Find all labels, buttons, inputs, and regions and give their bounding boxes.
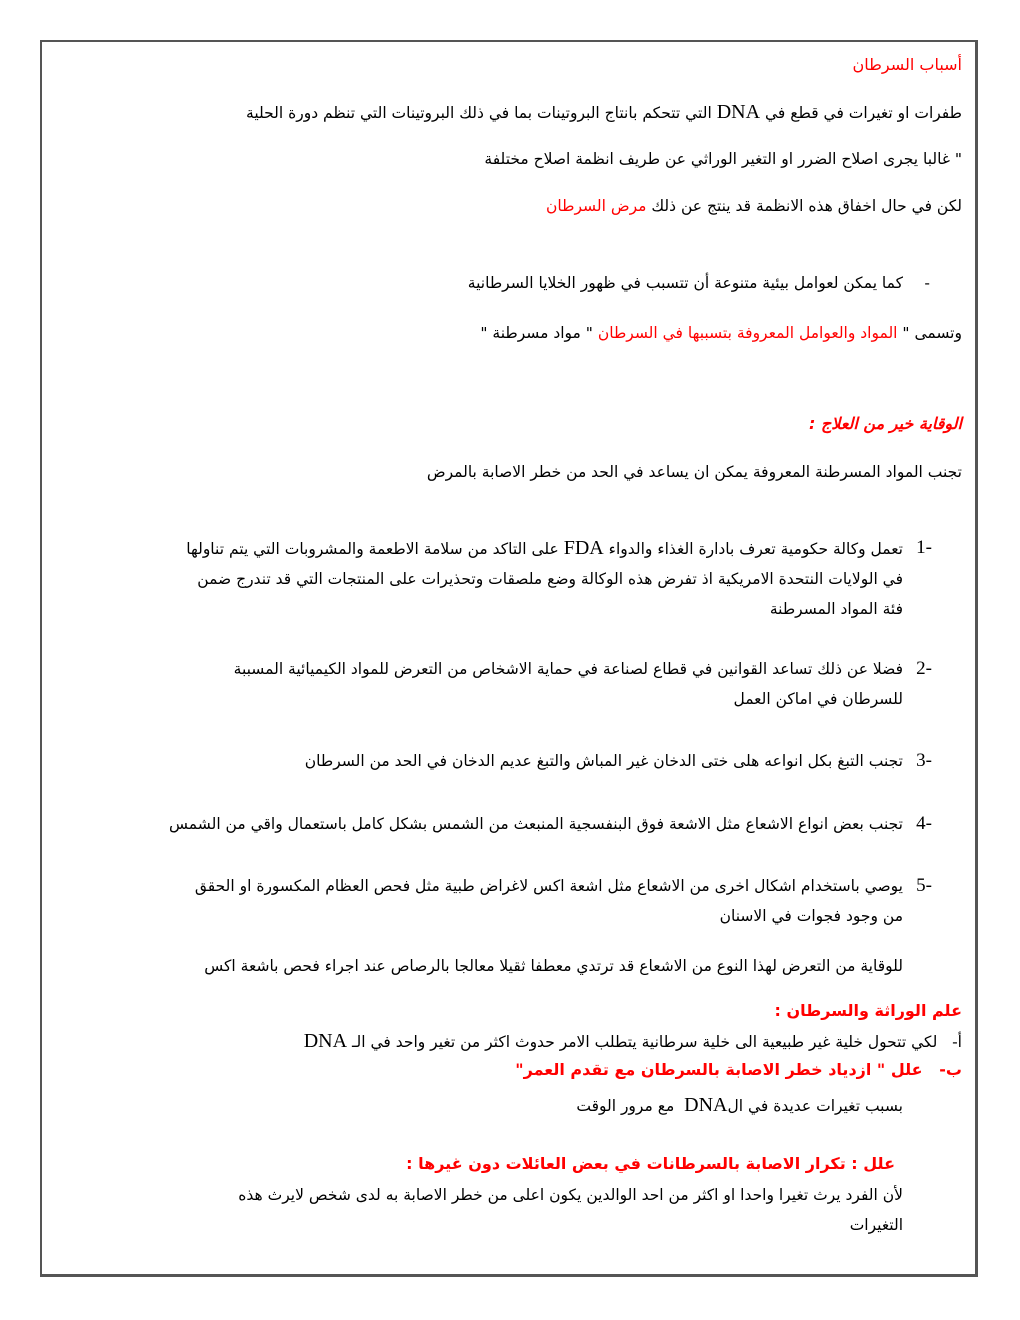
heading-genetics: علم الوراثة والسرطان : bbox=[774, 1001, 962, 1020]
item-number-3: 3- bbox=[916, 750, 932, 771]
item-2-line-1: فضلا عن ذلك تساعد القوانين في قطاع لصناعة في حماية الاشخاص من التعرض للمواد الكيميائية المسببة bbox=[233, 660, 903, 678]
heading-prevention: الوقاية خير من العلاج : bbox=[808, 414, 962, 433]
prevention-item-2 bbox=[103, 654, 903, 714]
environment-line: كما يمكن لعوامل بيئية متنوعة أن تتسبب في ظهور الخلايا السرطانية bbox=[467, 274, 903, 292]
family-question: علل : تكرار الاصابة بالسرطانات في بعض العائلات دون غيرها : bbox=[406, 1154, 895, 1173]
item-number-1: 1- bbox=[916, 537, 932, 558]
item-1-line-3: فئة المواد المسرطنة bbox=[769, 600, 903, 618]
item-5-line-1: يوصي باستخدام اشكال اخرى من الاشعاع مثل اشعة اكس لاغراض طبية مثل فحص العظام المكسورة او الحقق bbox=[194, 877, 903, 895]
causes-line-3: لكن في حال اخفاق هذه الانظمة قد ينتج عن ذلك مرض السرطان bbox=[546, 197, 962, 215]
item-b-label: ب- bbox=[939, 1060, 962, 1079]
family-answer-line-1: لأن الفرد يرث تغيرا واحدا او اكثر من احد الوالدين يكون اعلى من خطر الاصابة به لدى شخص لايرث هذه bbox=[238, 1186, 903, 1204]
dna-term: DNA bbox=[716, 101, 761, 123]
genetics-item-b: ب- علل " ازدياد خطر الاصابة بالسرطان مع تقدم العمر" bbox=[515, 1060, 962, 1079]
cancer-disease-term: مرض السرطان bbox=[546, 197, 647, 215]
family-answer-line-2: التغيرات bbox=[849, 1216, 903, 1234]
prevention-item-3: تجنب التبغ بكل انواعه هلى ختى الدخان غير المباش والتبغ عديم الدخان في الحد من السرطان bbox=[304, 752, 903, 770]
carcinogens-term: المواد والعوامل المعروفة بتسببها في السرطان bbox=[597, 324, 898, 342]
dna-term: DNA bbox=[684, 1094, 728, 1116]
item-2-line-2: للسرطان في اماكن العمل bbox=[733, 690, 903, 708]
prevention-intro: تجنب المواد المسرطنة المعروفة يمكن ان يساعد في الحد من خطر الاصابة بالمرض bbox=[426, 463, 962, 481]
dash-bullet: - bbox=[924, 274, 930, 292]
item-a-label: أ- bbox=[952, 1033, 962, 1051]
fda-term: FDA bbox=[563, 537, 604, 559]
item-number-2: 2- bbox=[916, 658, 932, 679]
item-number-4: 4- bbox=[916, 813, 932, 834]
prevention-item-4: تجنب بعض انواع الاشعاع مثل الاشعة فوق البنفسجية المنبعث من الشمس بشكل كامل باستعمال واقي من الشمس bbox=[169, 815, 903, 833]
item-5-line-2: من وجود فجوات في الاسنان bbox=[719, 907, 903, 925]
age-answer: بسبب تغيرات عديدة في الDNA مع مرور الوقت bbox=[576, 1094, 903, 1116]
causes-line-2: " غالبا يجرى اصلاح الضرر او التغير الوراثي عن طريف انظمة اصلاح مختلفة bbox=[484, 150, 962, 168]
genetics-item-a: أ- لكي تتحول خلية غير طبيعية الى خلية سرطانية يتطلب الامر حدوث اكثر من تغير واحد في الـ DNA bbox=[303, 1030, 962, 1052]
family-answer bbox=[103, 1180, 903, 1240]
item-1-line-1: تعمل وكالة حكومية تعرف بادارة الغذاء والدواء FDA على التاكد من سلامة الاطعمة والمشروبات التي يتم تناولها bbox=[186, 537, 903, 559]
dna-term: DNA bbox=[303, 1030, 348, 1052]
item-number-5: 5- bbox=[916, 875, 932, 896]
item-1-line-2: في الولايات النتحدة الامريكية اذ تفرض هذه الوكالة وضع ملصقات وتحذيرات على المنتجات التي قد تندرج ضمن bbox=[197, 570, 903, 588]
heading-causes: أسباب السرطان bbox=[852, 55, 962, 74]
xray-protection-note: للوقاية من التعرض لهذا النوع من الاشعاع قد ترتدي معطفا ثقيلا معالجا بالرصاص عند اجراء فحص باشعة اكس bbox=[204, 957, 903, 975]
causes-line-1: طفرات او تغيرات في قطع في DNA التي تتحكم بانتاج البروتينات بما في ذلك البروتينات التي تنظم دورة الحلية bbox=[246, 101, 962, 123]
prevention-item-1 bbox=[70, 533, 903, 624]
carcinogens-line: وتسمى " المواد والعوامل المعروفة بتسببها في السرطان " مواد مسرطنة " bbox=[480, 324, 962, 342]
prevention-item-5 bbox=[70, 871, 903, 931]
